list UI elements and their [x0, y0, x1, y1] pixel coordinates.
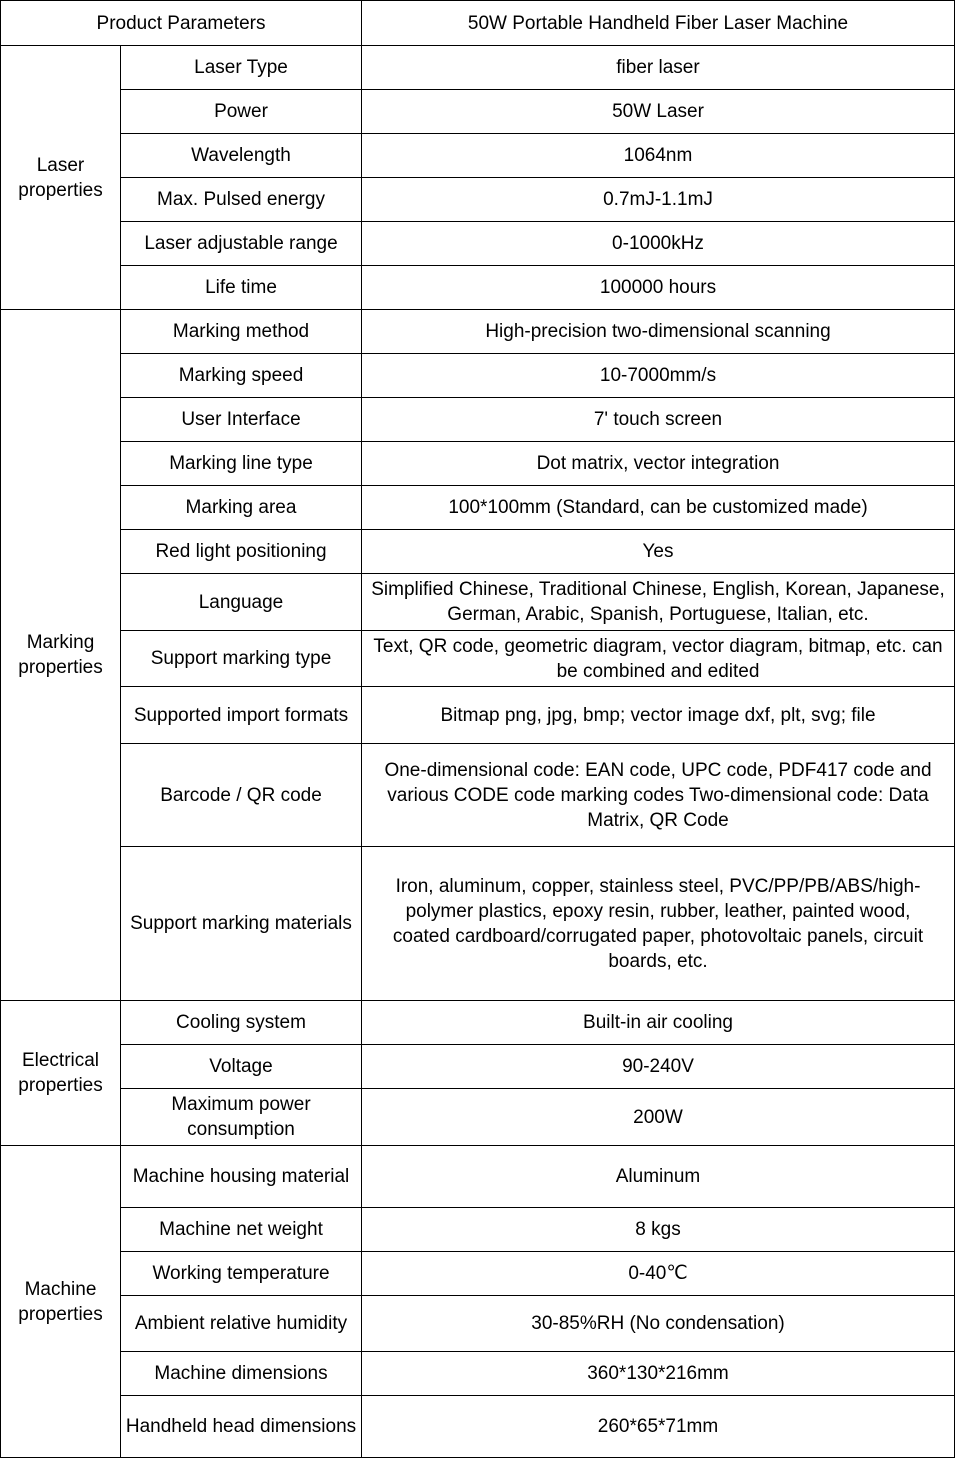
- value-cell: Bitmap png, jpg, bmp; vector image dxf, plt, svg; file: [362, 687, 955, 744]
- param-cell: Machine housing material: [121, 1146, 362, 1208]
- param-cell: Ambient relative humidity: [121, 1296, 362, 1352]
- table-row: [1, 1146, 955, 1208]
- value-cell: Aluminum: [362, 1146, 955, 1208]
- value-cell: 50W Laser: [362, 90, 955, 134]
- param-cell: Red light positioning: [121, 530, 362, 574]
- value-cell: 0-1000kHz: [362, 222, 955, 266]
- table-row: [1, 442, 955, 486]
- param-cell: User Interface: [121, 398, 362, 442]
- param-cell: Support marking materials: [121, 847, 362, 1001]
- param-cell: Laser Type: [121, 46, 362, 90]
- param-cell: Life time: [121, 266, 362, 310]
- value-cell: 30-85%RH (No condensation): [362, 1296, 955, 1352]
- table-row: [1, 1352, 955, 1396]
- group-electrical-title: Electrical properties: [1, 1001, 121, 1146]
- value-cell: Yes: [362, 530, 955, 574]
- value-cell: High-precision two-dimensional scanning: [362, 310, 955, 354]
- value-cell: 10-7000mm/s: [362, 354, 955, 398]
- param-cell: Marking area: [121, 486, 362, 530]
- value-cell: Dot matrix, vector integration: [362, 442, 955, 486]
- table-row: [1, 266, 955, 310]
- param-cell: Wavelength: [121, 134, 362, 178]
- param-cell: Working temperature: [121, 1252, 362, 1296]
- param-cell: Handheld head dimensions: [121, 1396, 362, 1458]
- table-row: [1, 178, 955, 222]
- table-row: [1, 847, 955, 1001]
- param-cell: Voltage: [121, 1045, 362, 1089]
- table-row: [1, 46, 955, 90]
- param-cell: Language: [121, 574, 362, 631]
- value-cell: 7' touch screen: [362, 398, 955, 442]
- param-cell: Power: [121, 90, 362, 134]
- table-row: [1, 1001, 955, 1045]
- value-cell: 90-240V: [362, 1045, 955, 1089]
- table-row: [1, 1396, 955, 1458]
- param-cell: Laser adjustable range: [121, 222, 362, 266]
- param-cell: Machine dimensions: [121, 1352, 362, 1396]
- table-row: [1, 687, 955, 744]
- table-row: [1, 1208, 955, 1252]
- param-cell: Barcode / QR code: [121, 744, 362, 847]
- value-cell: 1064nm: [362, 134, 955, 178]
- value-cell: 0.7mJ-1.1mJ: [362, 178, 955, 222]
- table-row: [1, 574, 955, 631]
- value-cell: 0-40℃: [362, 1252, 955, 1296]
- header-row: [1, 1, 955, 46]
- param-cell: Marking method: [121, 310, 362, 354]
- value-cell: Iron, aluminum, copper, stainless steel, PVC/PP/PB/ABS/high-polymer plastics, epoxy resin, rubber, leather, painted wood, coated cardboard/corrugated paper, photovoltaic panels, circuit boards, etc.: [362, 847, 955, 1001]
- value-cell: 100*100mm (Standard, can be customized made): [362, 486, 955, 530]
- table-row: [1, 398, 955, 442]
- value-cell: Text, QR code, geometric diagram, vector diagram, bitmap, etc. can be combined and edited: [362, 631, 955, 687]
- table-row: [1, 744, 955, 847]
- table-row: [1, 222, 955, 266]
- table-row: [1, 354, 955, 398]
- table-row: [1, 310, 955, 354]
- value-cell: Built-in air cooling: [362, 1001, 955, 1045]
- value-cell: fiber laser: [362, 46, 955, 90]
- table-row: [1, 1296, 955, 1352]
- param-cell: Marking line type: [121, 442, 362, 486]
- table-row: [1, 530, 955, 574]
- group-marking-title: Marking properties: [1, 310, 121, 1001]
- value-cell: Simplified Chinese, Traditional Chinese, English, Korean, Japanese, German, Arabic, Spanish, Portuguese, Italian, etc.: [362, 574, 955, 631]
- table-row: [1, 486, 955, 530]
- param-cell: Max. Pulsed energy: [121, 178, 362, 222]
- table-row: [1, 631, 955, 687]
- value-cell: 100000 hours: [362, 266, 955, 310]
- table-row: [1, 1045, 955, 1089]
- table-row: [1, 90, 955, 134]
- header-left: Product Parameters: [1, 1, 362, 46]
- group-machine-title: Machine properties: [1, 1146, 121, 1458]
- table-row: [1, 1089, 955, 1146]
- table-row: [1, 134, 955, 178]
- value-cell: 260*65*71mm: [362, 1396, 955, 1458]
- header-right: 50W Portable Handheld Fiber Laser Machine: [362, 1, 955, 46]
- param-cell: Marking speed: [121, 354, 362, 398]
- param-cell: Maximum power consumption: [121, 1089, 362, 1146]
- group-laser-title: Laser properties: [1, 46, 121, 310]
- param-cell: Support marking type: [121, 631, 362, 687]
- param-cell: Machine net weight: [121, 1208, 362, 1252]
- value-cell: 360*130*216mm: [362, 1352, 955, 1396]
- param-cell: Supported import formats: [121, 687, 362, 744]
- value-cell: One-dimensional code: EAN code, UPC code, PDF417 code and various CODE code marking codes Two-dimensional code: Data Matrix, QR Code: [362, 744, 955, 847]
- value-cell: 200W: [362, 1089, 955, 1146]
- table-row: [1, 1252, 955, 1296]
- value-cell: 8 kgs: [362, 1208, 955, 1252]
- param-cell: Cooling system: [121, 1001, 362, 1045]
